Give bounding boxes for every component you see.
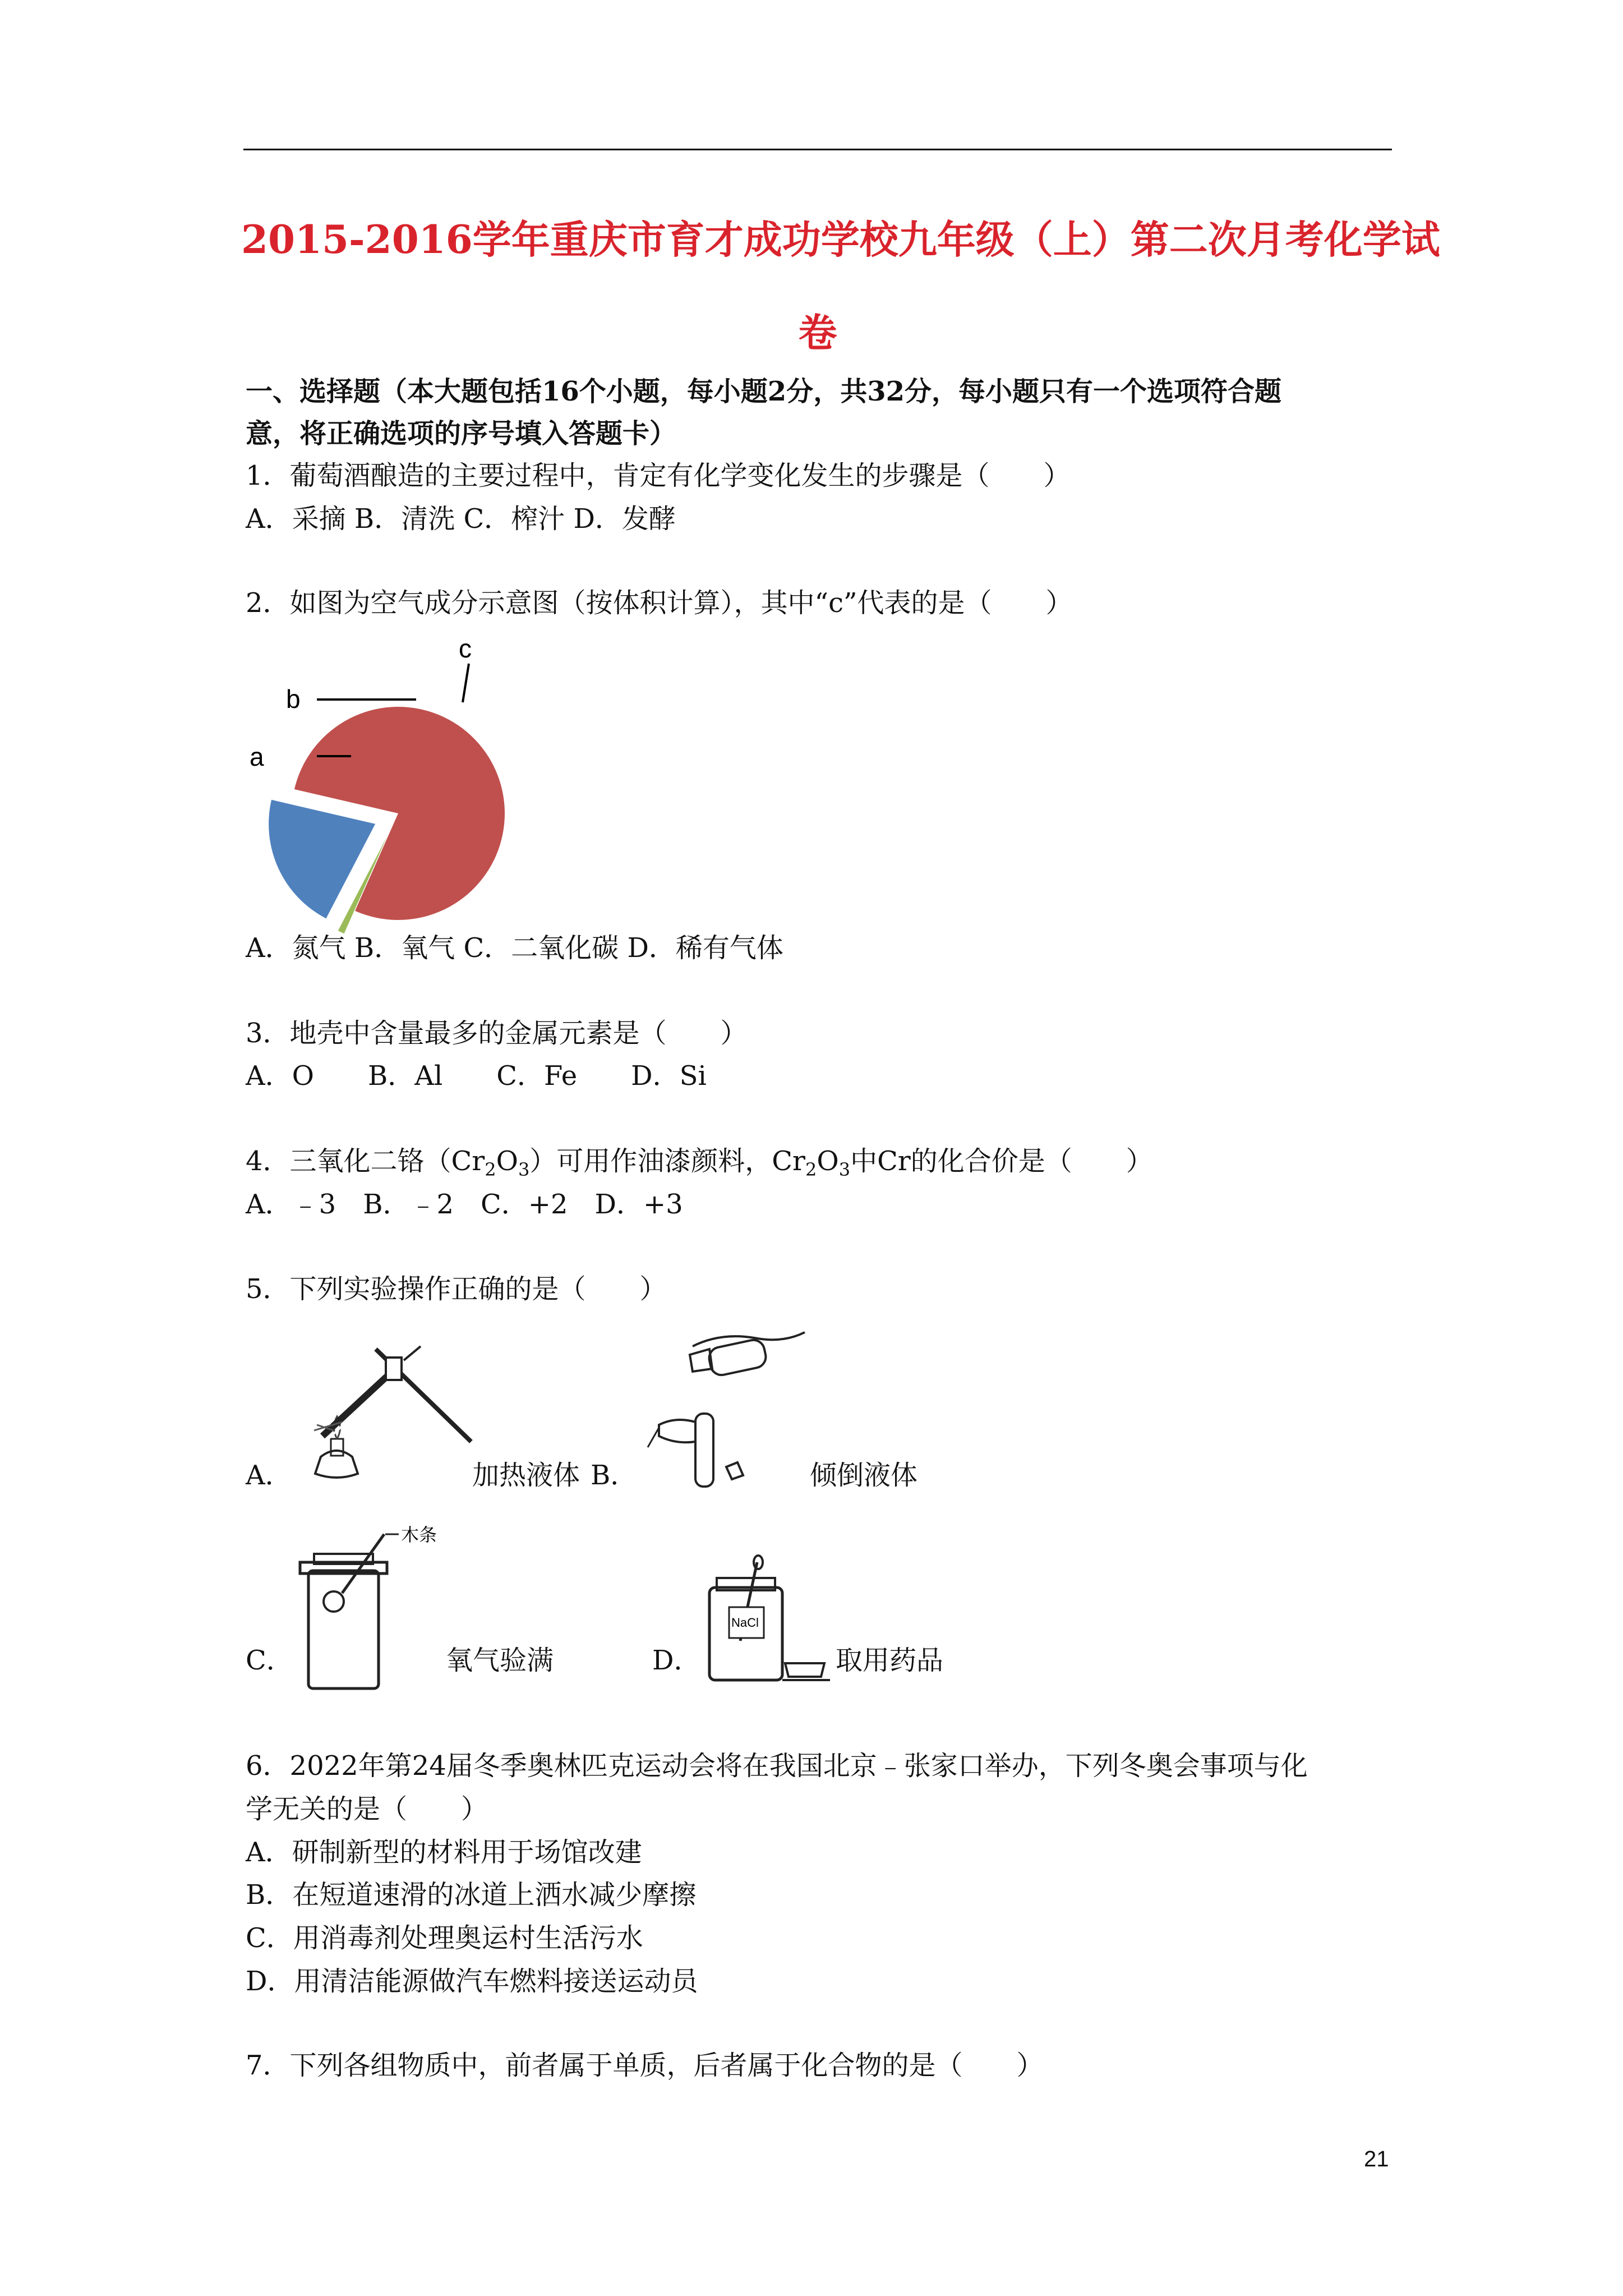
pouring-liquid-illustration: [637, 1315, 822, 1501]
exam-title-line1: 2015-2016学年重庆市育才成功学校九年级（上）第二次月考化学试: [241, 217, 1440, 263]
pie-slice-c: [269, 800, 375, 919]
q4-stem-part: O: [817, 1145, 839, 1177]
question-6-option-b: B．在短道速滑的冰道上洒水减少摩擦: [246, 1879, 697, 1911]
question-5-stem: 5．下列实验操作正确的是（ ）: [246, 1273, 667, 1305]
q5-option-d-letter: D．: [652, 1645, 701, 1676]
leader-line-c: [463, 664, 469, 702]
question-3-options: A．O B．Al C．Fe D．Si: [246, 1060, 707, 1092]
q5-option-b-label: 倾倒液体: [810, 1460, 918, 1491]
q5-option-c-letter: C．: [246, 1645, 293, 1676]
question-6-stem-line1: 6．2022年第24届冬季奥林匹克运动会将在我国北京﹣张家口举办，下列冬奥会事项与化: [246, 1750, 1308, 1782]
question-3-stem: 3．地壳中含量最多的金属元素是（ ）: [246, 1018, 748, 1049]
question-7-stem: 7．下列各组物质中，前者属于单质，后者属于化合物的是（ ）: [246, 2050, 1044, 2081]
question-2-stem: 2．如图为空气成分示意图（按体积计算），其中“c”代表的是（ ）: [246, 587, 1073, 619]
pie-label-b: b: [286, 684, 301, 714]
q5-option-b-letter: B．: [591, 1460, 638, 1491]
q4-stem-part: 中Cr的化合价是（ ）: [850, 1145, 1153, 1177]
question-4-options: A．﹣3 B．﹣2 C．+2 D．+3: [246, 1189, 683, 1220]
question-6-option-d: D．用清洁能源做汽车燃料接送运动员: [246, 1966, 698, 1997]
stick-label: 木条: [401, 1524, 437, 1545]
subscript: 3: [838, 1159, 851, 1180]
heating-liquid-illustration: [292, 1327, 477, 1495]
oxygen-check-illustration: [289, 1524, 457, 1697]
subscript: 2: [805, 1159, 817, 1180]
q4-stem-part: ）可用作油漆颜料，Cr: [529, 1145, 805, 1177]
question-1-stem: 1．葡萄酒酿造的主要过程中，肯定有化学变化发生的步骤是（ ）: [246, 460, 1071, 491]
question-6-stem-line2: 学无关的是（ ）: [246, 1793, 488, 1825]
question-6-option-a: A．研制新型的材料用于场馆改建: [246, 1837, 642, 1868]
exam-title-line2: 卷: [798, 310, 837, 356]
question-4-stem: [246, 1144, 1153, 1186]
q4-stem-part: 4．三氧化二铬（Cr: [246, 1145, 485, 1177]
subscript: 2: [485, 1159, 496, 1180]
q5-option-c-label: 氧气验满: [446, 1645, 554, 1676]
section-heading-line1: 一、选择题（本大题包括16个小题，每小题2分，共32分，每小题只有一个选项符合题: [246, 376, 1281, 407]
taking-reagent-illustration: [695, 1557, 841, 1686]
pie-label-c: c: [459, 634, 472, 663]
section-heading-line2: 意，将正确选项的序号填入答题卡）: [246, 418, 677, 449]
subscript: 3: [518, 1159, 530, 1180]
pie-label-a: a: [250, 742, 264, 771]
q5-option-a-letter: A．: [246, 1460, 292, 1491]
jar-label: NaCl: [731, 1616, 759, 1630]
question-6-option-c: C．用消毒剂处理奥运村生活污水: [246, 1922, 643, 1954]
q5-option-a-label: 加热液体: [472, 1460, 580, 1491]
q5-option-d-label: 取用药品: [836, 1645, 944, 1676]
page-number: 21: [1364, 2147, 1389, 2171]
question-2-options: A．氮气 B．氧气 C．二氧化碳 D．稀有气体: [246, 932, 783, 964]
question-1-options: A．采摘 B．清洗 C．榨汁 D．发酵: [246, 503, 676, 535]
q4-stem-part: O: [496, 1145, 518, 1177]
